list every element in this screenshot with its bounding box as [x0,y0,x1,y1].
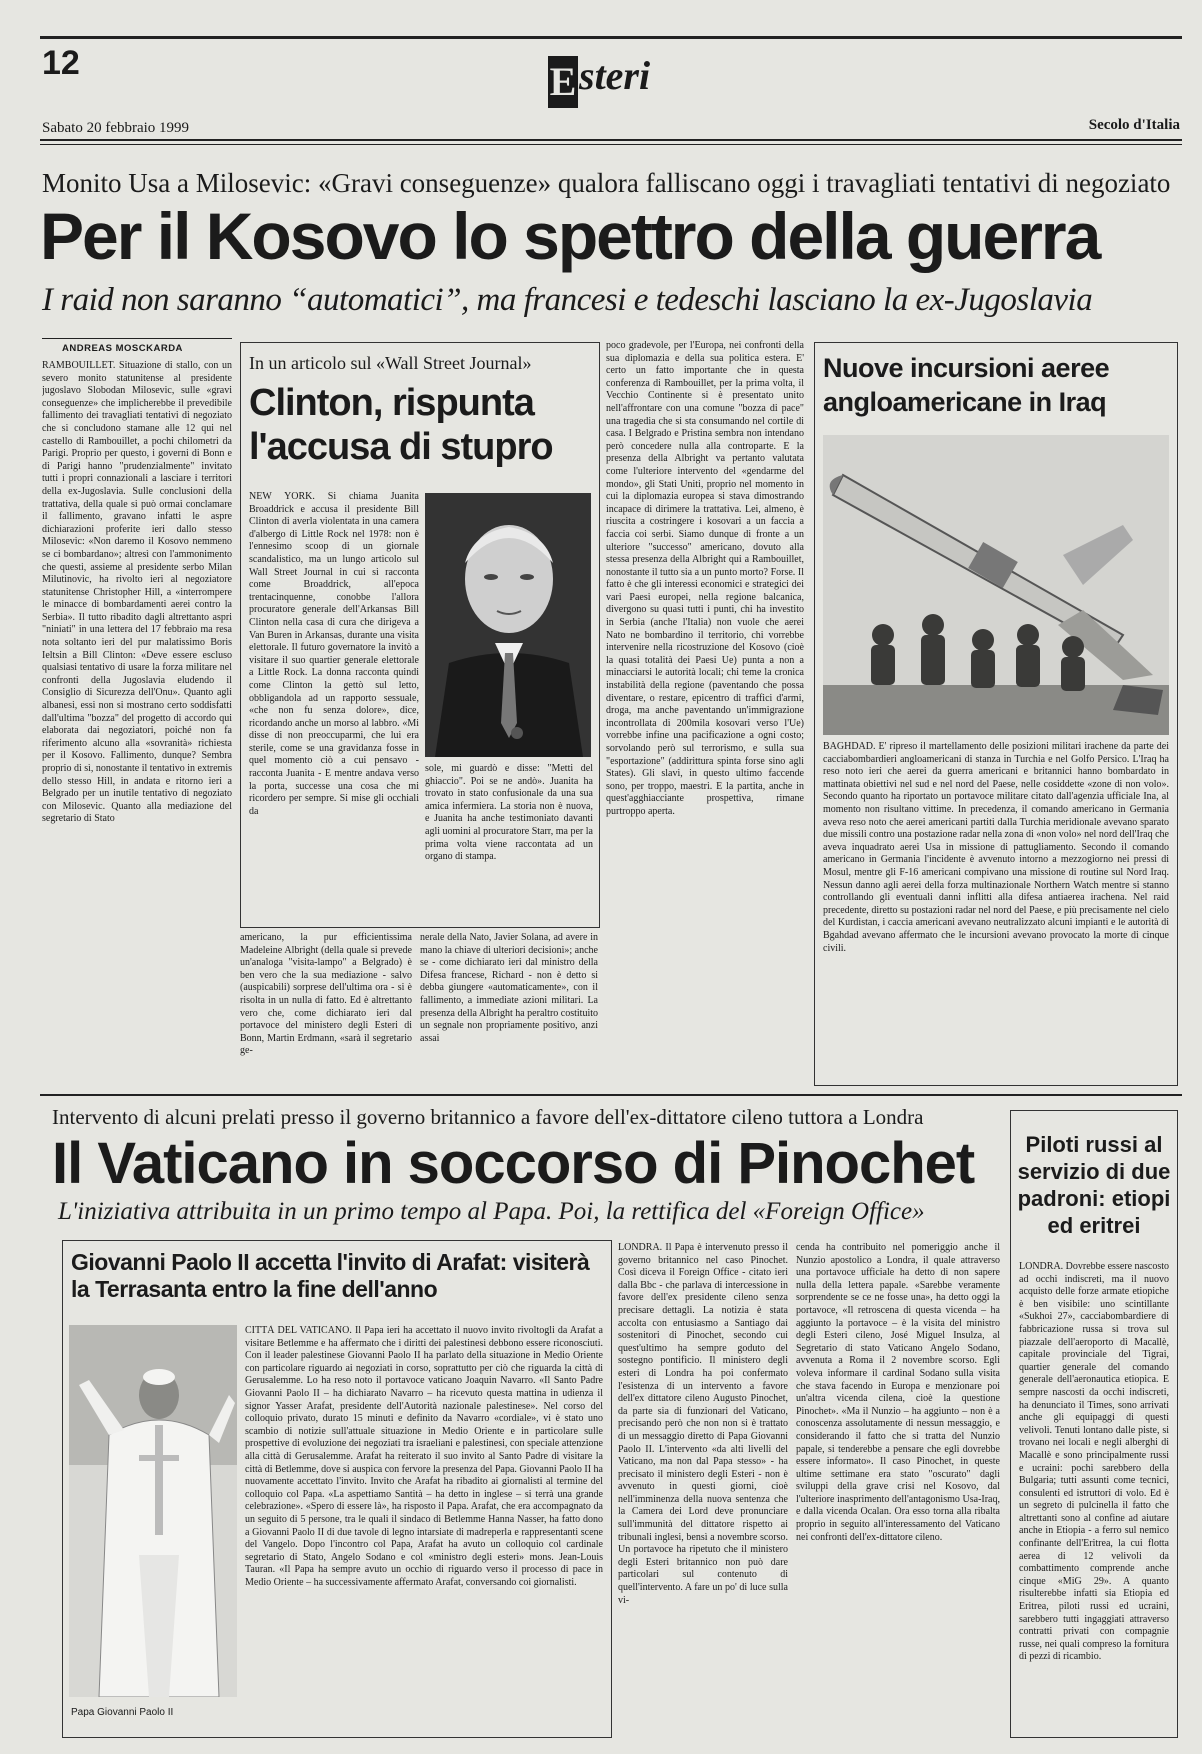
lead-kicker: Monito Usa a Milosevic: «Gravi conseguenze» qualora falliscano oggi i travagliati tentativi di negoziato [42,168,1171,198]
vatican-subhead: L'iniziativa attribuita in un primo tempo al Papa. Poi, la rettifica del «Foreign Office» [58,1198,925,1225]
iraq-photo [823,435,1169,735]
mid-rule [40,1094,1182,1096]
lead-headline: Per il Kosovo lo spettro della guerra [40,199,1100,273]
lead-column-3: nerale della Nato, Javier Solana, ad avere in mano la chiave di ulteriori decisioni»; anche se - come dichiarato ieri dal ministro della Difesa francese, Richard - non è detto si debba giungere «automaticamente», con il fallimento, a immediate azioni militari. La presenza della Albright ha peraltro costituito un segnale non propriamente positivo, anzi assai [420,932,598,1044]
clinton-kicker: In un articolo sul «Wall Street Journal» [249,353,532,373]
page-number: 12 [42,44,80,82]
vatican-column-1: LONDRA. Il Papa è intervenuto presso il governo britannico nel caso Pinochet. Così diceva il Foreign Office - citato ieri dalla Bbc - che parlava di intercessione in favore dell'ex presidente cileno senza precisare dettagli. La notizia è stata accolta con entusiasmo a Santiago dai sostenitori di Pinochet, secondo cui quest'ultimo ha sempre goduto del sostegno pontificio. Il ministero degli esteri di Londra ha poi confermato l'esistenza di un intervento a favore dell'ex dittatore cileno Augusto Pinochet, da parte sia di funzionari del Vaticano, precisando però che non non si è trattato di un messaggio diretto di Papa Giovanni Paolo II. L'intervento «da alti livelli del Vaticano, ma non dal Papa stesso» - ha precisato il ministero degli Esteri - non è avvenuto in questi giorni, cioè nell'imminenza della nuova sentenza che la Camera dei Lord deve pronunciare sull'immunità del dittatore rispetto ai tribunali inglesi, bensì a novembre scorso. Un portavoce ha ripetuto che il ministero degli Esteri britannico non può dare particolari sul contenuto di quell'intervento. A fare un po' di luce sulla vi- [618,1242,788,1606]
vatican-kicker: Intervento di alcuni prelati presso il governo britannico a favore dell'ex-dittatore cileno tuttora a Londra [52,1105,924,1129]
pope-photo-caption: Papa Giovanni Paolo II [71,1707,174,1718]
vatican-headline: Il Vaticano in soccorso di Pinochet [52,1131,975,1196]
header-rule-thin [40,144,1182,145]
lead-column-4: poco gradevole, per l'Europa, nei confronti della sua diplomazia e della sua politica estera. E' certo un fatto importante che in questa conferenza di Rambouillet, per la prima volta, il Vecchio Continente si è presentato unito nell'affrontare con una comune "bozza di pace" una tragedia che si sta consumando nel cortile di casa. I Belgrado e Pristina sembra non intendano però concedere nulla alla controparte. E la presenza della Albright va pertanto valutata come l'ulteriore intervento del «gendarme del mondo», gli Stati Uniti, proprio nel momento in cui la diplomazia europea si stava dimostrando incapace di dirimere la trattativa. Lei, almeno, è riuscita a costringere i kosovari a un faccia a faccia coi serbi. Siamo dunque di fronte a un ulteriore "successo" americano, dovuto alla stessa presenza della Albright qui a Rambouillet, nonostante il tutto sia a un punto morto? Forse. Il fatto è che gli interessi economici e strategici dei vari Paesi europei, nella regione balcanica, divergono su quasi tutti i punti, chi ha investito in Serbia (anche l'Italia) non vuole che aerei Nato ne bombardino il territorio, chi vorrebbe intervenire nella ricostruzione del Kosovo (cioè la quasi totalità dei Paesi Ue) punta a non a minacciarsi le autorità locali; chi teme la cronica instabilità della regione (paventando che possa diventare, o restare, epicentro di traffici d'armi, droga, ma anche paventando un'immigrazione incontrollata di 200mila kosovari verso l'Ue) vorrebbe infine una pacificazione a ogni costo; sorvolando però sul terrorismo, e sulla sua "esportazione" (addirittura spinta forse sino agli States). Gli slavi, in questo ultimo faccende sono, per troppo, maestri. E la partita, anche in quest'agghiacciante prospettiva, rimane purtroppo aperta. [606,340,804,817]
pope-photo [69,1325,237,1697]
issue-date: Sabato 20 febbraio 1999 [42,120,190,136]
lead-subhead: I raid non saranno “automatici”, ma francesi e tedeschi lasciano la ex-Jugoslavia [42,282,1093,318]
russian-pilots-headline: Piloti russi al servizio di due padroni: etiopi ed eritrei [1017,1132,1171,1238]
iraq-body: BAGHDAD. E' ripreso il martellamento delle posizioni militari irachene da parte dei cacciabombardieri angloamericani di stanza in Turchia e nel Golfo Persico. L'Iraq ha reso noto ieri che aerei da guerra americani e britannici hanno bombardato in mattinata obiettivi nel sud e nel nord del Paese, nelle cosiddette «zone di non volo». Secondo quanto ha riportato un portavoce militare citato dall'agenzia ufficiale Ina, al momento non risultano vittime. In precedenza, il comando americano in Germania aveva reso noto che aerei americani partiti dalla Turchia meridionale avevano sparato due missili contro una postazione radar nella zona di «non volo» nel nord dell'Iraq che aveva inquadrato aerei Usa in missione di pattugliamento. Secondo il comando americano in Germania l'incidente è avvenuto intorno a mezzogiorno nei pressi di Mosul, mentre gli F-16 americani compivano una missione di routine sul Nord Iraq. Nessun danno agli aerei della forza multinazionale Northern Watch mentre si stanno controllando gli eventuali danni inflitti alla difesa antiaerea irachena. Nel raid precedente, diretto su postazioni radar nel nord del Paese, e più precisamente nel cielo del Kurdistan, i caccia americani avevano neutralizzato alcuni impianti e le autorità di Bgahdad avevano affermato che le incursioni avevano provocato la morte di cinque civili. [823,741,1169,954]
section-title-rest: steri [579,53,651,98]
vatican-column-2: cenda ha contribuito nel pomeriggio anche il Nunzio apostolico a Londra, il quale attraverso una portavoce ufficiale ha detto di non sapere nulla della lettera papale. «Sarebbe veramente sorprendente se ce ne fosse una», ha detto oggi la portavoce, «Il retroscena di questa vicenda – ha aggiunto la portavoce – è la visita del ministro degli Esteri cileno, José Miguel Insulza, al Segretario di stato Vaticano Angelo Sodano, avvenuta a Roma il 2 novembre scorso. Egli voleva informare il cardinal Sodano sulla visita che stava facendo in Europa e menzionare poi un'altra vicenda cilena, cioè la questione Pinochet». «Ma il Nunzio – ha aggiunto – non è a conoscenza assolutamente di nessun messaggio, e considerando il fatto che si tratta del Nunzio papale, si tenderebbe a pensare che egli dovrebbe essere informato». Il caso Pinochet, in queste ultime settimane era stato "oscurato" dagli sviluppi della grave crisi nel Kosovo, dal l'ulteriore inasprimento dell'antagonismo Usa-Iraq, e dalla vicenda Ocalan. Ora esso torna alla ribalta proprio in seguito all'interessamento del Vaticano nei confronti dell'ex-dittatore cileno. [796,1242,1000,1543]
masthead: Secolo d'Italia [1088,117,1180,133]
section-initial: E [548,56,578,108]
lead-column-2: americano, la pur efficientissima Madeleine Albright (della quale si prevede un'analoga "visita-lampo" a Belgrado) è ben vero che la sua mediazione - salvo (auspicabili) sorprese dell'ultima ora - si è risolta in un nulla di fatto. Ed è altrettanto vero che, come dichiarato ieri dal portavoce del ministero degli Esteri di Bonn, Martin Erdmann, «sarà il segretario ge- [240,932,412,1057]
section-title [548,52,650,108]
russian-pilots-body: LONDRA. Dovrebbe essere nascosto ad occhi indiscreti, ma il nuovo acquisto delle forze armate etiopiche è ben visibile: uno scintillante «Sukhoi 27», cacciabombardiere di fabbricazione russa si trova sul piazzale dell'aeroporto di Macallè, capitale provinciale del Tigrai, quartier generale del comando generale dell'aeronautica etiopica. E sempre nascosti da occhi indiscreti, ha denunciato il Times, sono arrivati anche gli equipaggi di questi velivoli. Tenuti lontano dalle piste, si trovano nei locali e negli alberghi di Macallè e sono principalmente russi e ucraini: pochi sarebbero della Bulgaria; tutti assunti come tecnici, consulenti ed istruttori di volo. Ed è un segreto di pulcinella il fatto che altrettanti sono al confine ad aiutare anche in Etiopia - a ferro sul nemico confinante dell'Eritrea, la cui flotta aerea di 12 velivoli da combattimento comprende anche cinque «MiG 29». A quanto risulterebbe infatti sia Etiopia ed Eritrea, piloti russi ed ucraini, sarebbero tutti ingaggiati attraverso contratti privati con compagnie russe, nei quali compreso la fornitura di pezzi di ricambio. [1019,1261,1169,1663]
top-rule [40,36,1182,39]
header-rule [40,139,1182,141]
lead-column-1: RAMBOUILLET. Situazione di stallo, con un severo monito statunitense al presidente jugoslavo Slobodan Milosevic, sulle «gravi conseguenze» che implicherebbe il prevedibile fallimento dei travagliati tentativi di negoziato che si concludono stamane alle 12 qui nel castello di Rambouillet, a pochi chilometri da Parigi. Proprio per questo, i governi di Bonn e di Parigi hanno "prudenzialmente" invitato tutti i propri connazionali a lasciare i territori della ex-Jugoslavia. Sulle conclusioni della trattativa, della quale si può ormai conclamare il fallimento, gravano infatti le aspre dichiarazioni proferite ieri dallo stesso Milosevic: «Non daremo il Kosovo nemmeno se ci bombardano»; altresì con l'ammonimento che questi, assieme al presidente serbo Milan Milutinovic, ha rivolto ieri al negoziatore statunitense Christopher Hill, a «interrompere le minacce di bombardamenti aerei contro la Serbia». Il tutto ribadito dagli altrettanto aspri "niniati" in una lettera del 17 febbraio ma resa nota soltanto ieri del pur malatissimo Boris Ieltsin a Bill Clinton: «Deve essere escluso qualsiasi tentativo di usare la forza militare nel confronti della Jugoslavia eludendo il Consiglio di Sicurezza dell'Onu». Quanto agli albanesi, essi non si mostrano certo soddisfatti dall'ultima "bozza" del progetto di accordo qui elaborata dai negoziatori, poiché non fa riferimento alcuno alla «sovranità» richiesta per il Kosovo. Fallimento, dunque? Sembra proprio di sì, nonostante il tentativo in extremis dello stesso Hill, in andata e ritorno ieri a Belgrado per un inutile tentativo di negoziato con Milosevic. Quanto alla mediazione del segretario di Stato [42,360,232,825]
clinton-box [240,342,600,928]
clinton-photo [425,493,591,757]
clinton-headline: Clinton, rispunta l'accusa di stupro [249,382,553,468]
iraq-box [814,342,1178,1086]
clinton-body-1: NEW YORK. Si chiama Juanita Broaddrick e accusa il presidente Bill Clinton di averla violentata in una camera d'albergo di Little Rock nel 1978: non è l'ennesimo scoop di un giornale scandalistico, ma un lungo articolo sul Wall Street Journal in cui si racconta come Broaddrick, all'epoca trentacinquenne, conobbe l'allora procuratore generale dell'Arkansas Bill Clinton nella casa di cura che dirigeva a Van Buren in Arkansas, durante una visita elettorale. Il futuro governatore la invitò a visitare il suo quartier generale elettorale a Little Rock. La donna racconta quindi come Clinton la gettò sul letto, obbligandola ad un rapporto sessuale, «che non fu senza dolore», dice, ricordando anche un morso al labbro. «Mi disse di non preoccuparmi, che lui era sterile, come se una gravidanza fosse in quel momento ciò a cui pensavo - racconta Juanita - E mentre andava verso la porta, successe una cosa che mi ricordero per sempre. Si mise gli occhiali da [249,491,419,817]
pope-body: CITTÀ DEL VATICANO. Il Papa ieri ha accettato il nuovo invito rivoltogli da Arafat a visitare Betlemme e ha affermato che i diritti dei palestinesi debbono essere riconosciuti. Con il leader palestinese Giovanni Paolo II ha parlato della situazione in Medio Oriente con particolare riguardo ai negoziati in corso, soprattutto per ciò che riguarda la città di Gerusalemme. Lo ha reso noto il portavoce vaticano Joaquin Navarro. «Il Santo Padre Giovanni Paolo II – ha dichiarato Navarro – ha ricevuto questa mattina in udienza il signor Yasser Arafat, presidente dell'Autorità nazionale palestinese». Nel corso del colloquio privato, durato 15 minuti e definito da Navarro «cordiale», vi è stato uno scambio di notizie sull'attuale situazione in Medio Oriente e in particolare sulle prospettive di evoluzione dei negoziati tra israeliani e palestinesi, con speciale attenzione alla città di Gerusalemme. Arafat ha reiterato il suo invito al Santo Padre di visitare la città di Betlemme, dove si auspica con fervore la presenza del Papa. Giovanni Paolo II ha nuovamente accettato l'invito. Invito che Arafat ha ribadito ai giornalisti al termine del colloquio col Papa. «La aspettiamo Santità – ha detto in inglese – si terrà una grande celebrazione». «Spero di essere là», ha risposto il Papa. Arafat, che era accompagnato da un seguito di 5 persone, tra le quali il sindaco di Betlemme Hanna Nasser, ha fatto dono a Giovanni Paolo II di due tavole di legno intarsiate di madreperla e rappresentanti scene del Vangelo. Dopo l'incontro col Papa, Arafat ha avuto un colloquio col cardinale segretario di Stato, Angelo Sodano e col «ministro degli esteri» mons. Jean-Louis Tauran. «Il Papa ha sempre avuto un occhio di riguardo verso il processo di pace in Medio Oriente – ha successivamente affermato Arafat, conversando coi giornalisti. [245,1325,603,1588]
pope-box [62,1240,612,1738]
byline: ANDREAS MOSCKARDA [62,343,183,354]
byline-rule [42,338,232,339]
clinton-body-2: sole, mi guardò e disse: "Metti del ghiaccio". Poi se ne andò». Juanita ha trovato in stato confusionale da una sua amica infermiera. La storia non è nuova, e Juanita ha anche testimoniato davanti agli uomini al procuratore Starr, ma per la prima volta viene raccontata ad un organo di stampa. [425,763,593,863]
pope-headline: Giovanni Paolo II accetta l'invito di Arafat: visiterà la Terrasanta entro la fine dell'anno [71,1249,590,1302]
iraq-headline: Nuove incursioni aeree angloamericane in Iraq [823,353,1110,417]
russian-pilots-box [1010,1110,1178,1738]
